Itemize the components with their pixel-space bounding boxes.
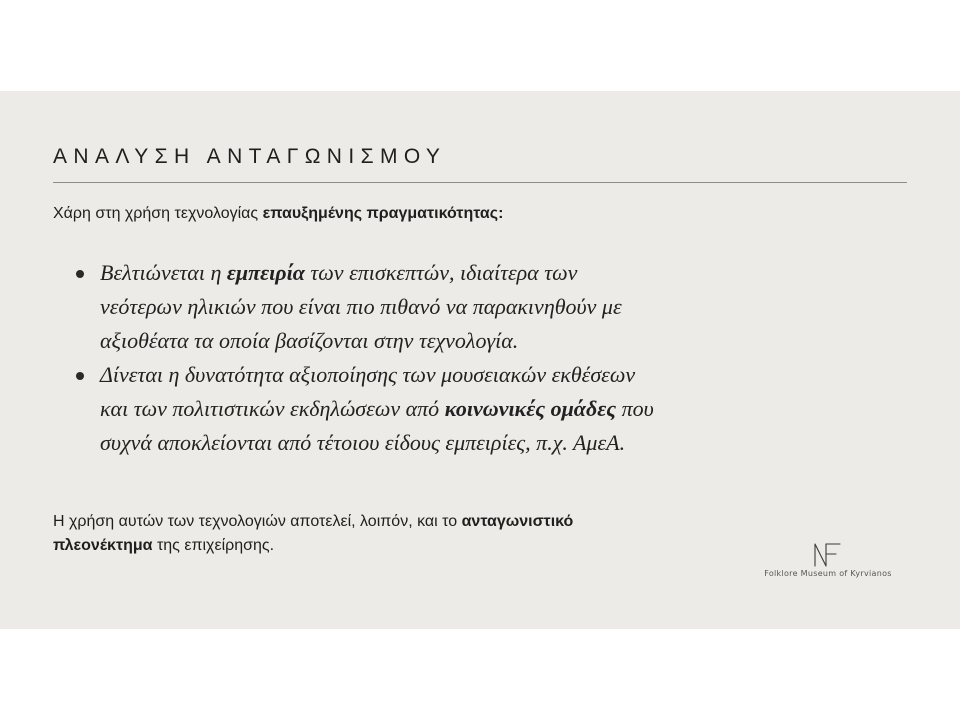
logo-caption: Folklore Museum of Kyrvianos [764,569,892,578]
bullet-bold-text: κοινωνικές ομάδες [444,396,617,421]
conclusion-line [53,534,573,558]
bullet-item-accessibility [76,358,896,460]
bullet-line [100,256,896,290]
bullet-text: των επισκεπτών, ιδιαίτερα των [304,260,578,285]
bullet-line: Δίνεται η δυνατότητα αξιοποίησης των μουσειακών εκθέσεων [100,362,636,387]
slide-title: ΑΝΑΛΥΣΗ ΑΝΤΑΓΩΝΙΣΜΟΥ [53,145,447,168]
museum-logo [758,542,898,590]
bullet-list [76,256,896,460]
bullet-dot-icon [76,270,84,278]
conclusion-text [53,510,573,558]
nf-monogram-icon [812,542,844,568]
conclusion-bold: ανταγωνιστικό [461,513,574,530]
intro-text [53,205,503,223]
bullet-text: Βελτιώνεται η [100,260,227,285]
bullet-line [100,392,896,426]
conclusion-plain: Η χρήση αυτών των τεχνολογιών αποτελεί, λοιπόν, και το [53,513,462,530]
bullet-dot-icon [76,372,84,380]
intro-plain: Χάρη στη χρήση τεχνολογίας [53,205,263,222]
bullet-text: και των πολιτιστικών εκδηλώσεων από [100,396,445,421]
bullet-line: αξιοθέατα τα οποία βασίζονται στην τεχνολογία. [100,328,519,353]
title-divider [53,182,907,183]
conclusion-line [53,510,573,534]
bullet-item-experience [76,256,896,358]
bullet-bold-text: εμπειρία [226,260,305,285]
bullet-text: που [616,396,654,421]
conclusion-plain: της επιχείρησης. [152,537,275,554]
bullet-line: συχνά αποκλείονται από τέτοιου είδους εμπειρίες, π.χ. ΑμεΑ. [100,430,626,455]
slide [0,91,960,629]
bullet-line: νεότερων ηλικιών που είναι πιο πιθανό να παρακινηθούν με [100,294,622,319]
conclusion-bold: πλεονέκτημα [53,537,153,554]
intro-bold: επαυξημένης πραγματικότητας: [262,205,504,222]
